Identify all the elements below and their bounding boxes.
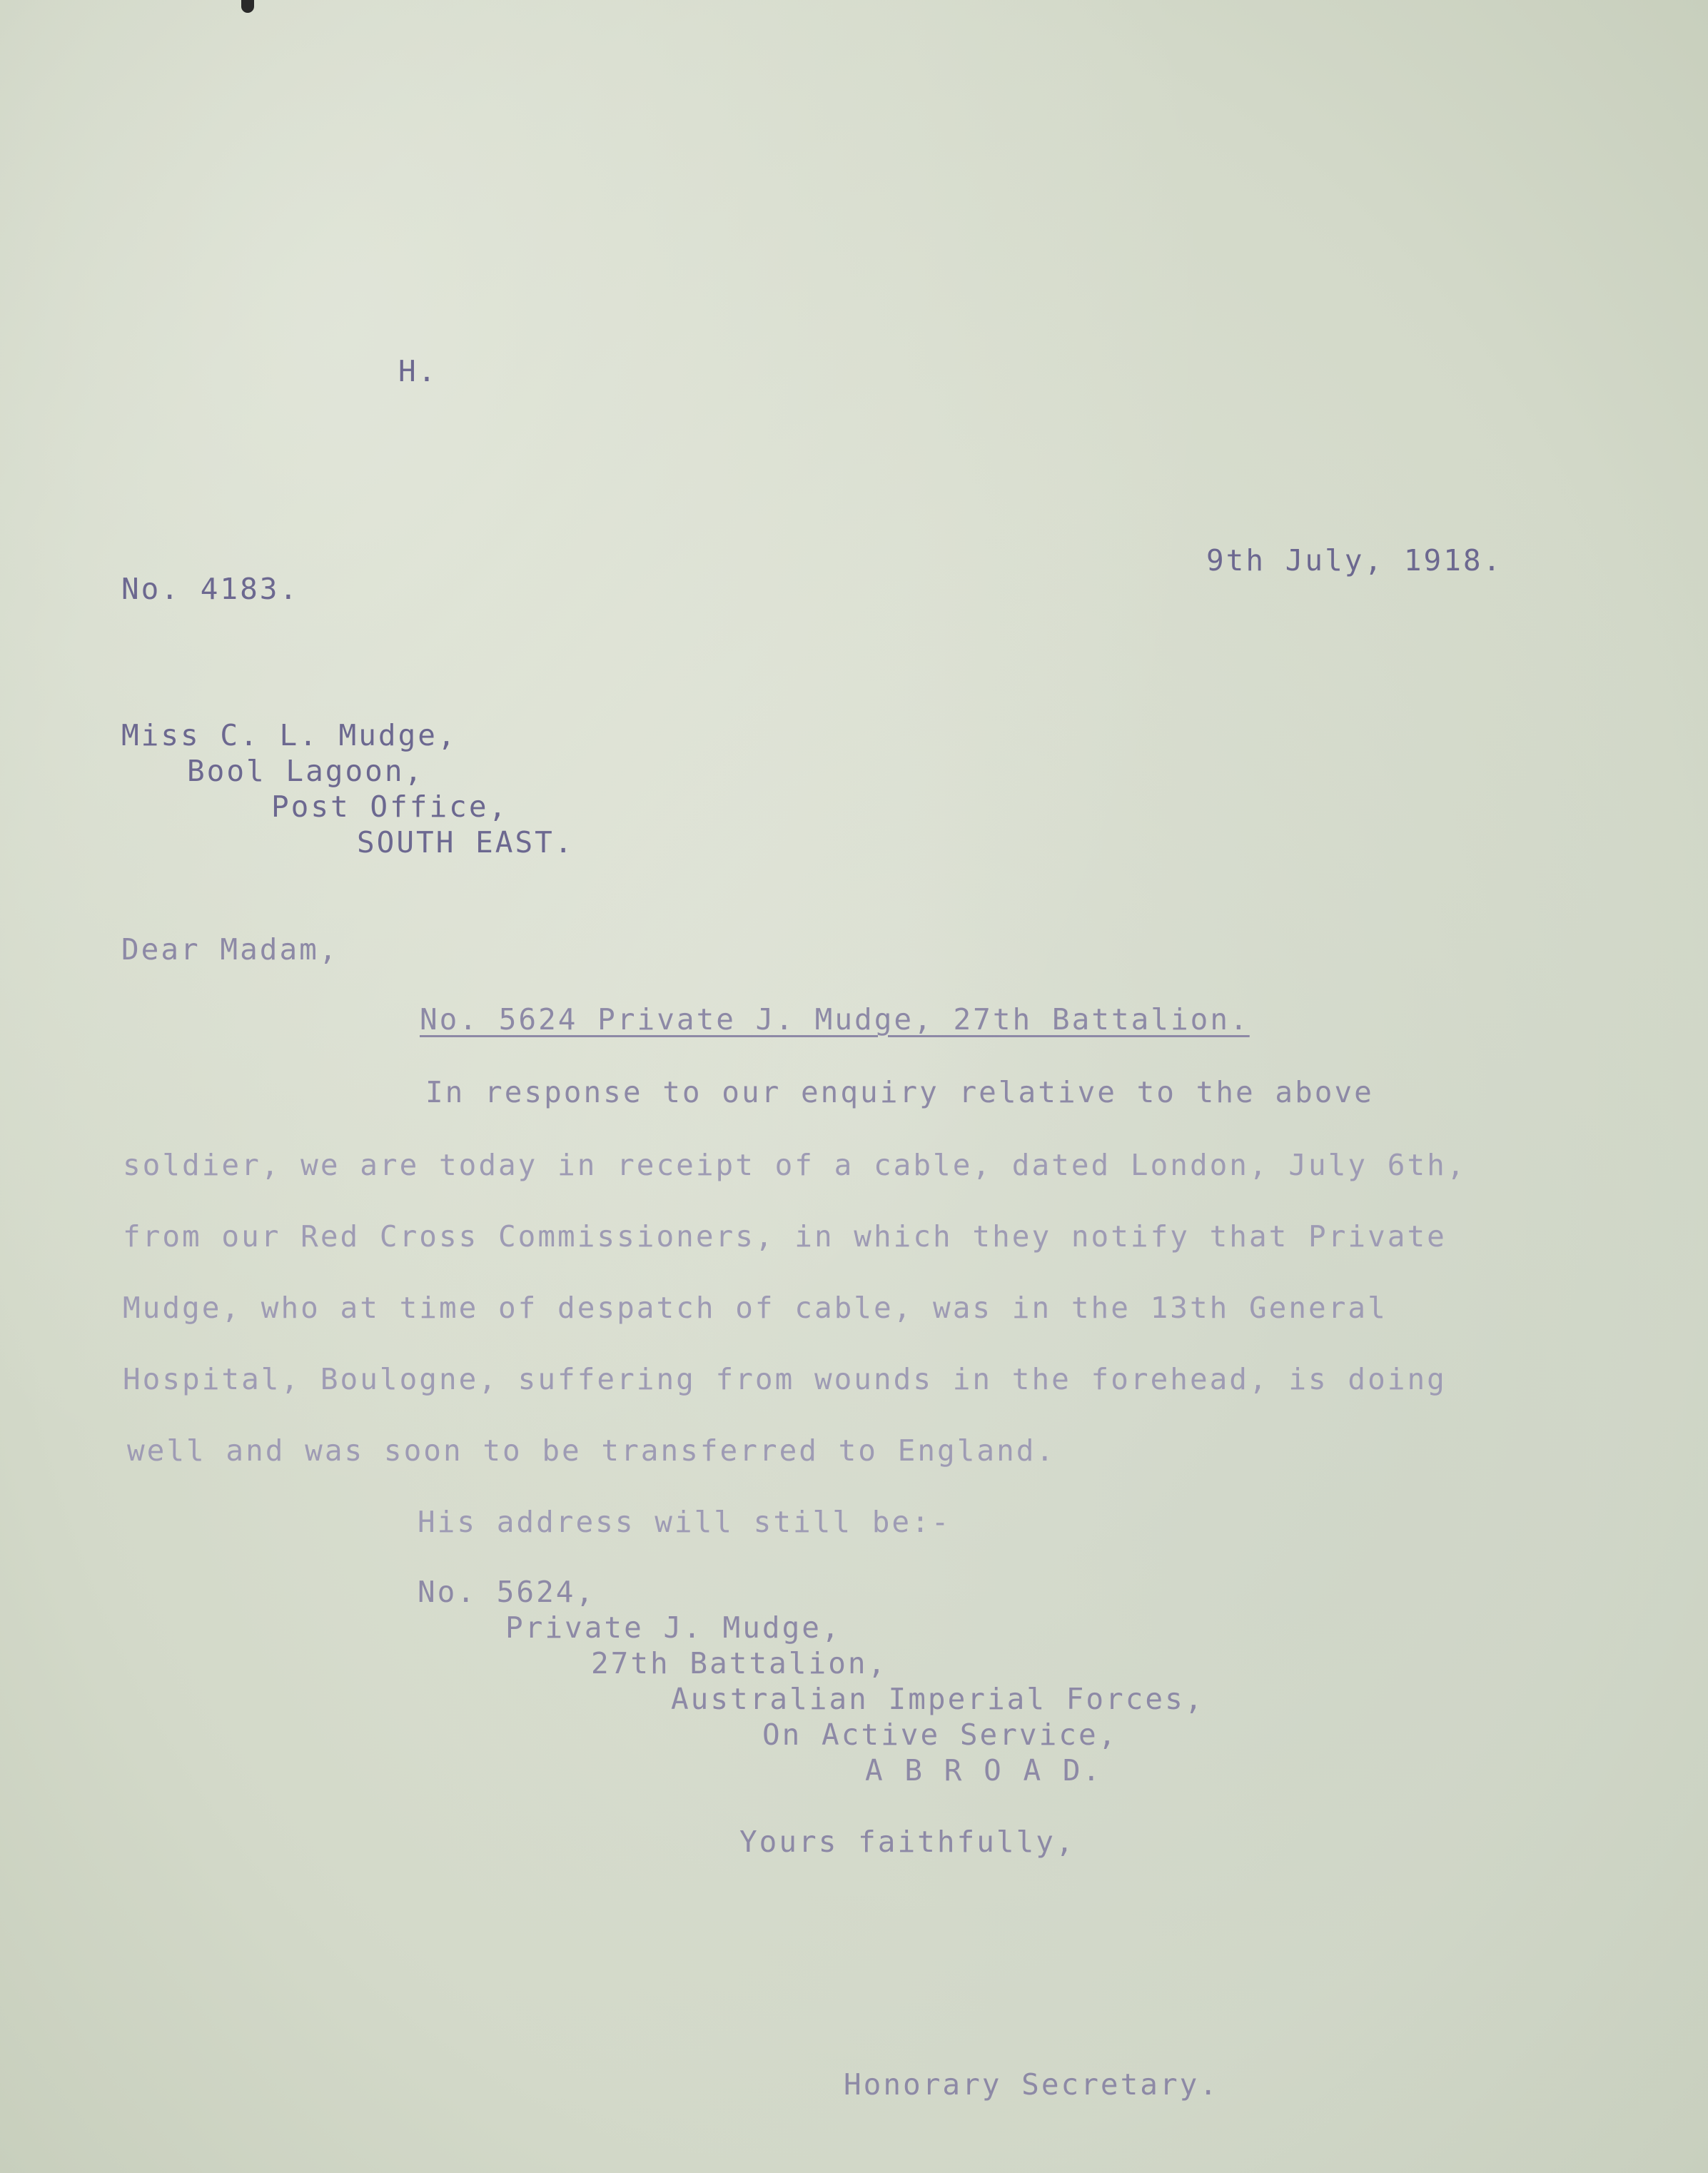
signature-title: Honorary Secretary.	[844, 2067, 1219, 2102]
address-line-1: No. 5624,	[418, 1575, 596, 1609]
address-line-6: A B R O A D.	[865, 1753, 1103, 1788]
address-line-2: Private J. Mudge,	[505, 1610, 842, 1645]
letter-initial: H.	[398, 354, 438, 388]
body-line-3: from our Red Cross Commissioners, in which they notify that Private	[123, 1219, 1447, 1254]
recipient-line-3: Post Office,	[271, 790, 509, 824]
address-line-5: On Active Service,	[762, 1718, 1118, 1752]
recipient-line-4: SOUTH EAST.	[357, 825, 575, 859]
subject-line: No. 5624 Private J. Mudge, 27th Battalion.	[420, 1002, 1250, 1037]
address-line-4: Australian Imperial Forces,	[671, 1682, 1205, 1716]
body-line-1: In response to our enquiry relative to the above	[425, 1075, 1374, 1109]
body-line-5: Hospital, Boulogne, suffering from wounds in the forehead, is doing	[123, 1362, 1447, 1396]
recipient-line-1: Miss C. L. Mudge,	[121, 718, 458, 752]
ink-mark	[241, 0, 254, 13]
recipient-line-2: Bool Lagoon,	[187, 754, 425, 788]
closing: Yours faithfully,	[739, 1825, 1076, 1859]
letter-date: 9th July, 1918.	[1206, 543, 1503, 578]
body-line-2: soldier, we are today in receipt of a cable, dated London, July 6th,	[123, 1148, 1467, 1182]
salutation: Dear Madam,	[121, 932, 339, 967]
body-line-4: Mudge, who at time of despatch of cable, was in the 13th General	[123, 1291, 1388, 1325]
reference-number: No. 4183.	[121, 572, 300, 606]
address-line-3: 27th Battalion,	[591, 1646, 888, 1680]
address-intro: His address will still be:-	[418, 1505, 951, 1539]
body-line-6: well and was soon to be transferred to England.	[127, 1433, 1056, 1468]
